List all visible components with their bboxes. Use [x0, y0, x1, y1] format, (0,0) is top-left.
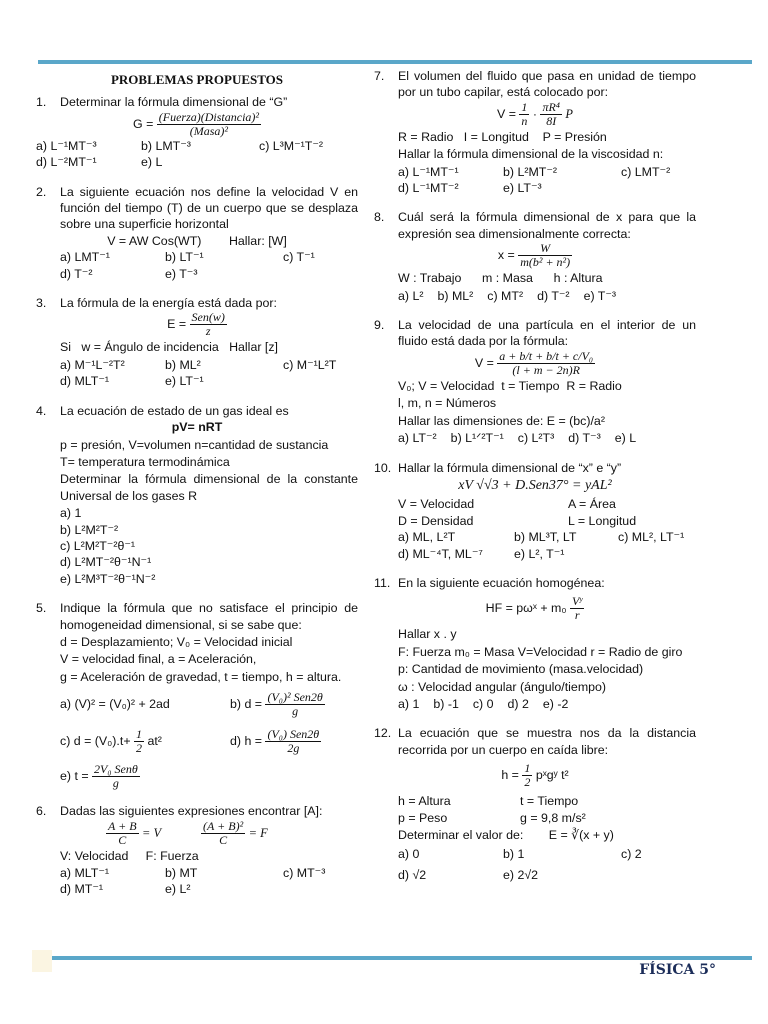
option-b[interactable]: b) L²MT⁻²	[503, 164, 558, 179]
definition: t = Tiempo	[520, 794, 579, 809]
problem-line: Hallar x . y	[398, 627, 457, 642]
problem-line: l, m, n = Números	[398, 396, 497, 411]
equation-lhs: HF = pωˣ + m₀	[485, 601, 567, 616]
problem-text: Indique la fórmula que no satisface el principio de homogeneidad dimensional, si se sabe que:	[60, 601, 358, 632]
find-text: Determinar el valor de:	[398, 828, 524, 842]
fraction-numerator: 2V₀ Senθ	[94, 762, 138, 777]
option-a[interactable]: a) L⁻¹MT⁻¹	[398, 164, 459, 179]
problem-line: p: Cantidad de movimiento (masa.velocidad)	[398, 662, 644, 677]
fraction-numerator: (A + B)²	[203, 818, 244, 833]
options	[60, 357, 358, 390]
option-b[interactable]: b) 1	[503, 847, 525, 862]
equation-rhs: P	[565, 106, 573, 121]
fraction-numerator: a + b/t + b/t + c/V₀	[499, 348, 594, 363]
problem-number: 12.	[374, 726, 392, 741]
equation-fraction	[497, 350, 595, 377]
problem-number: 11.	[374, 575, 391, 590]
option-d[interactable]: d) L²MT⁻²θ⁻¹N⁻¹	[60, 555, 152, 570]
option-e[interactable]: e) L²	[165, 882, 191, 897]
fraction-numerator: A + B	[108, 818, 137, 833]
problem-number: 1.	[36, 95, 47, 110]
option-a[interactable]: a) ML, L²T	[398, 530, 456, 545]
equation-lhs: h =	[501, 767, 519, 782]
equation: pV= nRT	[171, 420, 223, 435]
fraction-denominator: (l + m − 2n)R	[512, 362, 580, 377]
option-c[interactable]: c) M⁻¹L²T	[283, 357, 337, 372]
equation	[374, 595, 696, 622]
options	[60, 249, 358, 282]
equation-rhs: pˣgʸ t²	[535, 767, 569, 782]
equation-fraction	[157, 111, 261, 138]
expression-rhs: = F	[248, 825, 268, 840]
problem-line: V: Velocidad F: Fuerza	[60, 848, 199, 863]
options	[60, 865, 358, 898]
option-b[interactable]: b) LMT⁻³	[141, 138, 191, 153]
problem-9	[374, 317, 696, 446]
fraction-denominator: r	[574, 608, 580, 623]
problem-number: 6.	[36, 804, 47, 819]
find-equation: E = ∛(x + y)	[548, 828, 614, 842]
definition: D = Densidad	[398, 513, 474, 528]
expression-2	[201, 820, 268, 847]
problem-7	[374, 68, 696, 196]
option-a[interactable]: a) 1	[398, 696, 420, 711]
problem-line: V = velocidad final, a = Aceleración,	[60, 652, 257, 667]
problem-line: d = Desplazamiento; V₀ = Velocidad inicial	[60, 634, 293, 649]
option-d[interactable]: d) MLT⁻¹	[60, 374, 109, 389]
problem-line: g = Aceleración de gravedad, t = tiempo, h = altura.	[60, 669, 342, 684]
option-b[interactable]: b) L¹ᐟ²T⁻¹	[450, 431, 504, 446]
options	[398, 846, 696, 883]
equation-lhs: V =	[474, 355, 494, 370]
equation-fraction	[519, 101, 529, 128]
equation-lhs: V =	[497, 106, 516, 121]
option-c[interactable]: c) 0	[472, 696, 494, 711]
option-c[interactable]: c) ML², LT⁻¹	[618, 530, 685, 545]
equation-fraction	[570, 595, 584, 622]
option-a[interactable]: a) L²	[398, 288, 424, 303]
option-b[interactable]: b) L²M²T⁻²	[60, 522, 119, 537]
problem-text: El volumen del fluido que pasa en unidad de tiempo por un tubo capilar, está colocado por:	[398, 69, 696, 100]
problem-line: F: Fuerza m₀ = Masa V=Velocidad r = Radio de giro	[398, 644, 683, 659]
option-lhs: c) d = (V₀).t+	[60, 733, 131, 748]
definition: h = Altura	[398, 794, 451, 809]
fraction-numerator: Vʸ	[571, 594, 583, 609]
equation	[374, 350, 696, 377]
problem-1	[36, 94, 358, 170]
option-b[interactable]: b) ML²	[165, 357, 201, 372]
options	[398, 164, 696, 197]
problem-text: La ecuación de estado de un gas ideal es	[60, 403, 289, 418]
problem-8	[374, 209, 696, 304]
fraction-numerator: 1	[521, 99, 528, 114]
footer-decoration	[32, 950, 52, 972]
problem-3	[36, 295, 358, 390]
option-b[interactable]: b) ML²	[437, 288, 474, 303]
equation	[36, 311, 358, 338]
problem-line: Hallar las dimensiones de: E = (bc)/a²	[398, 413, 605, 428]
option-e[interactable]: e) L	[141, 155, 163, 170]
fraction-denominator: 2	[136, 741, 143, 756]
problem-line: V₀; V = Velocidad t = Tiempo R = Radio	[398, 378, 622, 393]
fraction-denominator: g	[112, 776, 119, 791]
option-d[interactable]	[230, 728, 321, 755]
find-line	[398, 827, 696, 843]
equation-lhs: E =	[167, 317, 187, 332]
definition: V = Velocidad	[398, 497, 475, 512]
options	[398, 430, 696, 446]
problem-12	[374, 725, 696, 883]
option-rhs: at²	[147, 733, 162, 748]
option-e[interactable]: e) LT⁻¹	[165, 374, 204, 389]
problem-2	[36, 184, 358, 282]
option-fraction	[92, 763, 140, 790]
option-lhs: b) d =	[230, 696, 263, 711]
problem-4	[36, 403, 358, 587]
expressions	[60, 820, 358, 847]
option-b[interactable]	[230, 691, 325, 718]
problem-line: Si w = Ángulo de incidencia Hallar [z]	[60, 340, 278, 355]
problem-line: R = Radio I = Longitud P = Presión	[398, 129, 607, 144]
fraction-numerator: Sen(w)	[191, 310, 225, 325]
option-c[interactable]: c) MT²	[487, 288, 524, 303]
option-fraction	[134, 728, 144, 755]
problem-6	[36, 803, 358, 898]
option-d[interactable]: d) T⁻²	[537, 288, 570, 303]
problem-text: La fórmula de la energía está dada por:	[60, 296, 277, 311]
option-lhs: e) t =	[60, 768, 89, 783]
option-d[interactable]: d) MT⁻¹	[60, 882, 104, 897]
definition: L = Longitud	[568, 513, 637, 528]
equation: xV √√3 + D.Sen37° = yAL²	[458, 477, 612, 493]
definitions	[398, 496, 696, 529]
option-a[interactable]: a) L⁻¹MT⁻³	[36, 138, 97, 153]
option-a[interactable]: a) (V)² = (V₀)² + 2ad	[60, 697, 170, 712]
equation-fraction	[190, 311, 227, 338]
definitions	[398, 793, 696, 826]
problem-text: La ecuación que se muestra nos da la distancia recorrida por un cuerpo en caída libre:	[398, 726, 696, 757]
option-e[interactable]: e) L	[614, 431, 637, 446]
option-e[interactable]: e) T⁻³	[165, 266, 198, 281]
fraction-denominator: z	[205, 324, 211, 339]
problem-10	[374, 460, 696, 562]
page-title: PROBLEMAS PROPUESTOS	[110, 72, 284, 87]
problem-text: En la siguiente ecuación homogénea:	[398, 575, 605, 590]
left-column	[36, 68, 358, 911]
equation-fraction	[540, 101, 562, 128]
option-fraction	[265, 728, 321, 755]
equation-fraction	[518, 242, 572, 269]
fraction-denominator: (Masa)²	[189, 123, 229, 138]
option-d[interactable]: d) L⁻²MT⁻¹	[36, 155, 97, 170]
equation-fraction	[522, 762, 532, 789]
equation	[374, 242, 696, 269]
equation	[374, 762, 696, 789]
option-fraction	[265, 691, 324, 718]
bottom-rule	[38, 956, 752, 960]
option-d[interactable]: d) ML⁻⁴T, ML⁻⁷	[398, 546, 483, 561]
options	[36, 138, 358, 171]
equation	[36, 111, 358, 138]
problem-text: Cuál será la fórmula dimensional de x para que la expresión sea dimensionalmente correcta:	[398, 210, 696, 241]
option-c[interactable]	[60, 728, 230, 755]
expression-fraction	[201, 820, 245, 847]
definition: A = Área	[568, 497, 616, 512]
fraction-numerator: 1	[524, 761, 531, 776]
problem-line: p = presión, V=volumen n=cantidad de sustancia	[60, 437, 329, 452]
option-a[interactable]: a) 1	[60, 506, 82, 521]
fraction-denominator: 2g	[287, 741, 300, 756]
fraction-denominator: n	[521, 113, 528, 128]
option-e[interactable]: e) -2	[542, 696, 569, 711]
problem-number: 2.	[36, 184, 47, 199]
option-e[interactable]: e) L²M³T⁻²θ⁻¹N⁻²	[60, 571, 156, 586]
equation: V = $\frac{1}{n}$ · $\frac{\text{πR⁴}}{8I}$ P	[497, 99, 573, 128]
expression-1	[106, 820, 161, 847]
fraction-numerator: (V₀) Sen2θ	[267, 727, 320, 742]
fraction-denominator: C	[219, 832, 228, 847]
option-c[interactable]: c) 2	[621, 847, 642, 862]
problem-text: Dadas las siguientes expresiones encontrar [A]:	[60, 804, 323, 819]
top-rule	[38, 60, 752, 64]
right-column	[374, 68, 696, 896]
problem-text: La siguiente ecuación nos define la velocidad V en función del tiempo (T) de un cuerpo que se desplaza sobre una superficie horizontal	[60, 184, 358, 232]
definition: p = Peso	[398, 810, 448, 825]
problem-number: 4.	[36, 403, 47, 418]
problem-text: Hallar la fórmula dimensional de “x” e “y”	[398, 460, 622, 475]
option-c[interactable]: c) T⁻¹	[283, 250, 315, 265]
fraction-denominator: C	[118, 832, 127, 847]
option-b[interactable]: b) LT⁻¹	[165, 250, 204, 265]
problem-text: La velocidad de una partícula en el interior de un fluido está dada por la fórmula:	[398, 318, 696, 349]
options	[398, 529, 696, 562]
fraction-numerator: 1	[136, 727, 143, 742]
fraction-denominator: 8I	[546, 113, 557, 128]
problem-number: 7.	[374, 69, 385, 83]
problem-line: T= temperatura termodinámica	[60, 454, 230, 469]
problem-number: 8.	[374, 210, 385, 225]
option-d[interactable]: d) T⁻²	[60, 266, 93, 281]
fraction-denominator: g	[292, 704, 299, 719]
fraction-denominator: m(b² + n²)	[520, 255, 571, 270]
fraction-numerator: (V₀)² Sen2θ	[267, 690, 323, 705]
equation-lhs: G =	[132, 116, 154, 131]
option-c[interactable]: c) L³M⁻¹T⁻²	[259, 138, 324, 153]
option-b[interactable]: b) ML³T, LT	[514, 530, 577, 545]
option-e[interactable]: e) LT⁻³	[503, 181, 542, 196]
problem-11	[374, 575, 696, 712]
option-e[interactable]: e) L², T⁻¹	[514, 546, 565, 561]
option-d[interactable]: d) L⁻¹MT⁻²	[398, 181, 459, 196]
option-a[interactable]: a) 0	[398, 847, 420, 862]
footer-label: FÍSICA 5°	[639, 962, 716, 978]
option-d[interactable]: d) √2	[398, 867, 427, 882]
fraction-numerator: (Fuerza)(Distancia)²	[158, 109, 260, 124]
option-c[interactable]: c) MT⁻³	[283, 866, 326, 880]
options	[398, 288, 696, 304]
equation-lhs: x =	[497, 248, 515, 263]
problem-line: ω : Velocidad angular (ángulo/tiempo)	[398, 679, 607, 694]
problem-line: Determinar la fórmula dimensional de la constante Universal de los gases R	[60, 472, 358, 503]
problem-5	[36, 600, 358, 790]
fraction-numerator: πR⁴	[542, 99, 560, 114]
problem-line: Hallar la fórmula dimensional de la viscosidad n:	[398, 147, 664, 162]
option-a[interactable]: a) LT⁻²	[398, 431, 437, 446]
fraction-numerator: W	[518, 242, 572, 256]
option-c[interactable]: c) LMT⁻²	[621, 164, 671, 179]
fraction-denominator: 2	[524, 775, 531, 790]
option-a[interactable]: a) M⁻¹L⁻²T²	[60, 357, 125, 372]
option-a[interactable]: a) MLT⁻¹	[60, 866, 109, 880]
expression-rhs: = V	[142, 825, 162, 840]
problem-number: 3.	[36, 296, 47, 311]
problem-number: 5.	[36, 601, 47, 616]
option-d[interactable]: d) 2	[507, 696, 529, 711]
problem-text: Determinar la fórmula dimensional de “G”	[60, 95, 288, 110]
option-c[interactable]: c) L²T³	[517, 431, 555, 446]
expression-fraction	[106, 820, 139, 847]
equation: V = AW Cos(WT) Hallar: [W]	[107, 233, 287, 248]
option-e[interactable]: e) T⁻³	[583, 288, 617, 303]
options	[398, 696, 696, 712]
problem-number: 9.	[374, 318, 385, 333]
option-e[interactable]	[60, 763, 358, 790]
option-a[interactable]: a) LMT⁻¹	[60, 250, 110, 265]
option-e[interactable]: e) 2√2	[503, 867, 539, 882]
option-c[interactable]: c) L²M²T⁻²θ⁻¹	[60, 538, 136, 553]
option-d[interactable]: d) T⁻³	[568, 431, 601, 446]
option-lhs: d) h =	[230, 733, 263, 748]
option-b[interactable]: b) -1	[433, 696, 459, 711]
problem-number: 10.	[374, 460, 392, 475]
definition: g = 9,8 m/s²	[520, 810, 586, 825]
option-b[interactable]: b) MT	[165, 866, 198, 880]
problem-line: W : Trabajo m : Masa h : Altura	[398, 271, 603, 286]
